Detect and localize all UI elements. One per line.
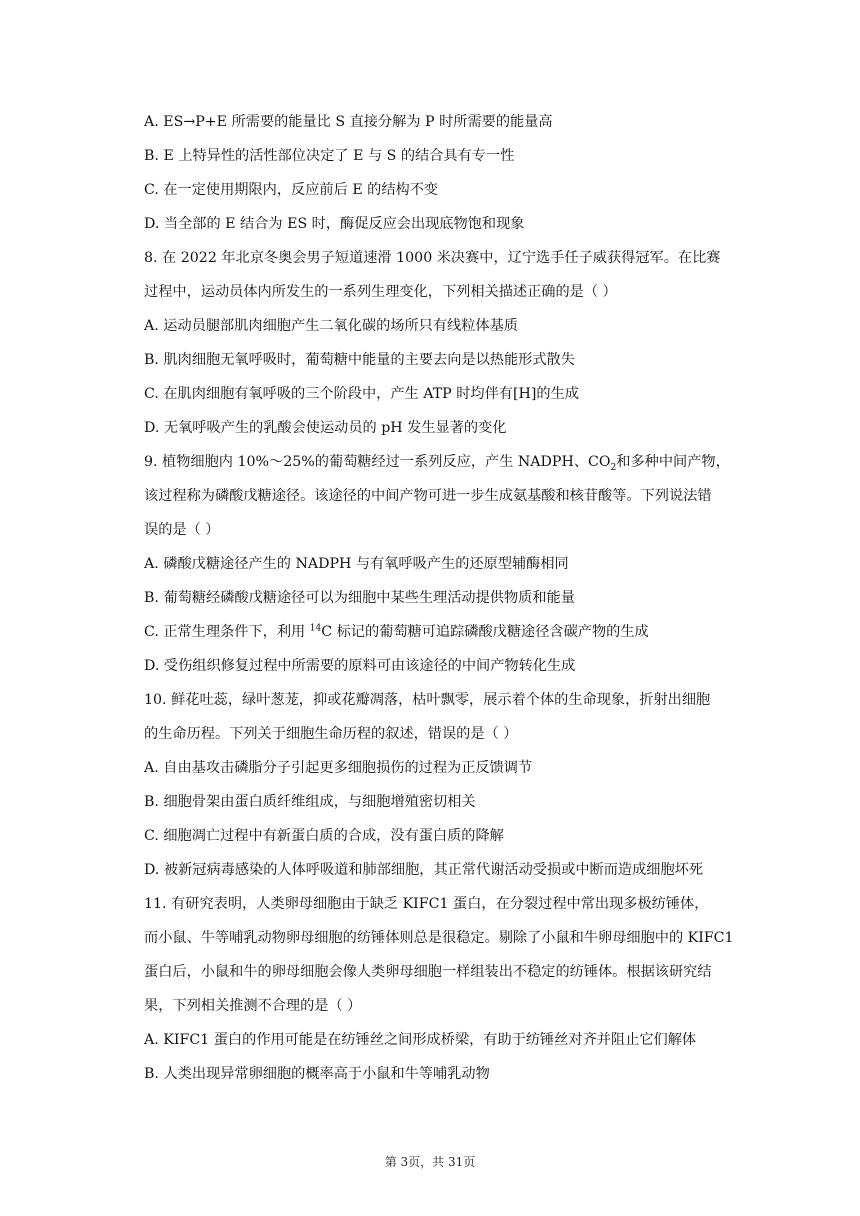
- text-line: B. 人类出现异常卵细胞的概率高于小鼠和牛等哺乳动物: [144, 1066, 490, 1082]
- text-line: D. 受伤组织修复过程中所需要的原料可由该途径的中间产物转化生成: [144, 658, 576, 674]
- question-9-stem: 9. 植物细胞内 10%～25%的葡萄糖经过一系列反应，产生 NADPH、$CO_2$和多种中间产物，: [144, 454, 730, 472]
- text-line: C. 在肌肉细胞有氧呼吸的三个阶段中，产生 ATP 时均伴有[H]的生成: [144, 386, 579, 402]
- text-line: D. 当全部的 E 结合为 ES 时，酶促反应会出现底物饱和现象: [144, 216, 525, 232]
- text-line: B. 肌肉细胞无氧呼吸时，葡萄糖中能量的主要去向是以热能形式散失: [144, 352, 575, 368]
- text-line: B. 葡萄糖经磷酸戊糖途径可以为细胞中某些生理活动提供物质和能量: [144, 590, 575, 606]
- text-line: 蛋白后，小鼠和牛的卵母细胞会像人类卵母细胞一样组装出不稳定的纺锤体。根据该研究结: [144, 964, 712, 980]
- text-line: 过程中，运动员体内所发生的一系列生理变化，下列相关描述正确的是（ ）: [144, 284, 617, 300]
- text-line: A. 运动员腿部肌肉细胞产生二氧化碳的场所只有线粒体基质: [144, 318, 518, 334]
- text-line: B. 细胞骨架由蛋白质纤维组成，与细胞增殖密切相关: [144, 794, 476, 810]
- text-line: D. 被新冠病毒感染的人体呼吸道和肺部细胞，其正常代谢活动受损或中断而造成细胞坏死: [144, 862, 704, 878]
- question-10-stem: 10. 鲜花吐蕊，绿叶葱茏，抑或花瓣凋落，枯叶飘零，展示着个体的生命现象，折射出细胞: [144, 692, 711, 708]
- text-line: A. ES→P+E 所需要的能量比 S 直接分解为 P 时所需要的能量高: [144, 114, 553, 130]
- text-line: A. KIFC1 蛋白的作用可能是在纺锤丝之间形成桥梁，有助于纺锤丝对齐并阻止它们解体: [144, 1032, 697, 1048]
- text-line: A. 自由基攻击磷脂分子引起更多细胞损伤的过程为正反馈调节: [144, 760, 533, 776]
- text-line: 而小鼠、牛等哺乳动物卵母细胞的纺锤体则总是很稳定。剔除了小鼠和牛卵母细胞中的 KIFC1: [144, 930, 734, 946]
- text-line: 该过程称为磷酸戊糖途径。该途径的中间产物可进一步生成氨基酸和核苷酸等。下列说法错: [144, 488, 712, 504]
- text-line: 果，下列相关推测不合理的是（ ）: [144, 998, 362, 1014]
- question-8-stem: 8. 在 2022 年北京冬奥会男子短道速滑 1000 米决赛中，辽宁选手任子威获得冠军。在比赛: [144, 250, 721, 266]
- text-line: 的生命历程。下列关于细胞生命历程的叙述，错误的是（ ）: [144, 726, 518, 742]
- text-line: B. E 上特异性的活性部位决定了 E 与 S 的结合具有专一性: [144, 148, 515, 164]
- text-line: C. 正常生理条件下，利用 $^{14}$C 标记的葡萄糖可追踪磷酸戊糖途径含碳产物的生成: [144, 623, 649, 640]
- text-line: D. 无氧呼吸产生的乳酸会使运动员的 pH 发生显著的变化: [144, 420, 507, 436]
- question-11-stem: 11. 有研究表明，人类卵母细胞由于缺乏 KIFC1 蛋白，在分裂过程中常出现多极纺锤体，: [144, 896, 709, 912]
- text-line: A. 磷酸戊糖途径产生的 NADPH 与有氧呼吸产生的还原型辅酶相同: [144, 556, 569, 572]
- text-line: C. 细胞凋亡过程中有新蛋白质的合成，没有蛋白质的降解: [144, 828, 504, 844]
- text-line: C. 在一定使用期限内，反应前后 E 的结构不变: [144, 182, 439, 198]
- text-line: 误的是（ ）: [144, 522, 220, 538]
- page-footer: 第 3页，共 31页: [384, 1155, 476, 1169]
